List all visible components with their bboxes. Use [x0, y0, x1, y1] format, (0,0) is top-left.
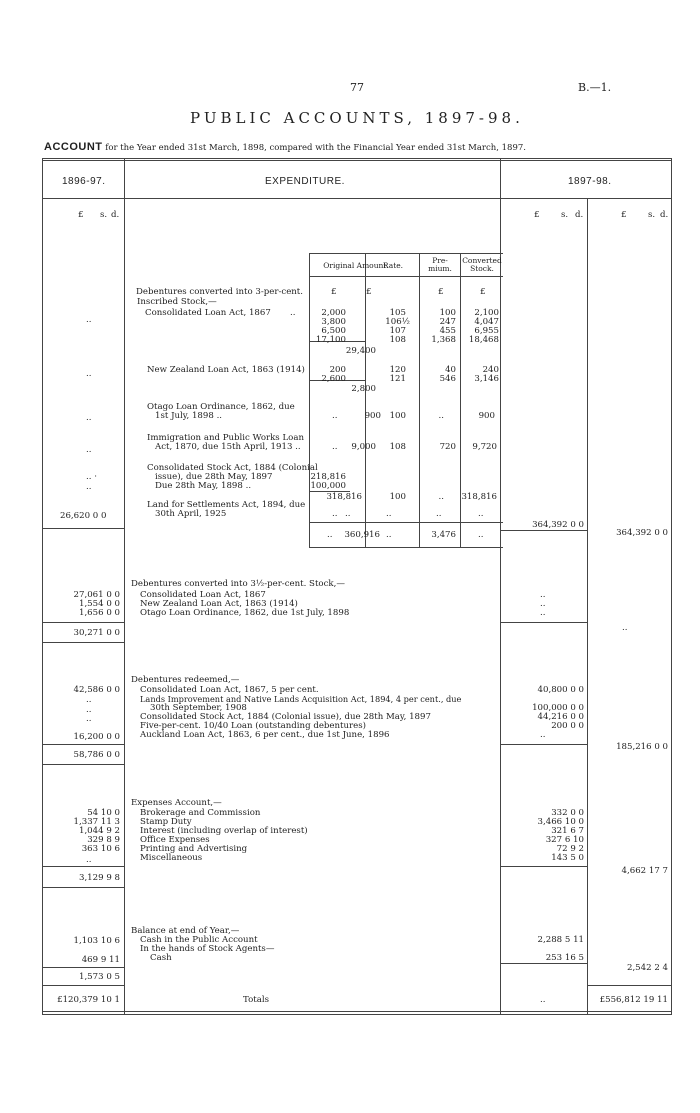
pound-symbol: £	[438, 287, 444, 297]
right-grand-total: £556,812 19 11	[599, 995, 668, 1005]
original-amount: 9,000	[351, 442, 376, 452]
act-label: Consolidated Stock Act, 1884 (Colonial	[147, 463, 318, 473]
left-amount: 1,337 11 3	[73, 817, 120, 827]
pound-symbol: £	[366, 287, 372, 297]
right-amount: 200 0 0	[551, 721, 584, 731]
left-total: 30,271 0 0	[73, 628, 120, 638]
left-amount: ..	[86, 705, 92, 715]
right-amount: 143 5 0	[551, 853, 584, 863]
rate: 105	[389, 308, 406, 318]
right-amount: 44,216 0 0	[537, 712, 584, 722]
left-amount: ..	[86, 714, 92, 724]
premium: ..	[438, 492, 444, 502]
item-label: Cash in the Public Account	[140, 935, 258, 945]
total-converted: ..	[478, 530, 484, 540]
leader-dots: ..	[290, 308, 296, 318]
premium: 40	[445, 365, 456, 375]
leader-dots: ..	[436, 509, 442, 519]
left-amount: ..	[86, 695, 92, 705]
act-label: 30th April, 1925	[155, 509, 227, 519]
rate: 121	[389, 374, 406, 384]
shillings-symbol: s.	[561, 210, 569, 220]
header-expenditure: EXPENDITURE.	[265, 176, 345, 187]
left-amount: 363 10 6	[81, 844, 120, 854]
item-label: Interest (including overlap of interest)	[140, 826, 308, 836]
total-1897-98: 364,392 0 0	[616, 528, 668, 538]
header-1897-98: 1897-98.	[568, 176, 612, 187]
rate: 100	[389, 492, 406, 502]
pound-symbol: £	[621, 210, 627, 220]
section-heading: Debentures redeemed,—	[131, 675, 240, 685]
original-amount: 2,000	[321, 308, 346, 318]
left-amount: 1,044 9 2	[78, 826, 120, 836]
left-amount: 469 9 11	[81, 955, 120, 965]
left-amount: 27,061 0 0	[73, 590, 120, 600]
right-amount: 2,288 5 11	[537, 935, 584, 945]
subtotal: 29,400	[345, 346, 376, 356]
right-amount: 3,466 10 0	[537, 817, 584, 827]
total-premium: 3,476	[431, 530, 456, 540]
account-period: for the Year ended 31st March, 1898, compared with the Financial Year ended 31st March, 1897.	[105, 143, 526, 153]
totals-label: Totals	[243, 995, 269, 1005]
left-total: 1,573 0 5	[78, 972, 120, 982]
right-amount: ..	[540, 590, 546, 600]
left-amount: ..	[86, 369, 92, 379]
rate: 108	[389, 335, 406, 345]
original-amount: 100,000	[310, 481, 346, 491]
left-amount: ..	[86, 315, 92, 325]
rate: 108	[389, 442, 406, 452]
leader-dots: ..	[478, 509, 484, 519]
premium: ..	[438, 411, 444, 421]
original-amount: 6,500	[321, 326, 346, 336]
converted-stock: 18,468	[468, 335, 499, 345]
right-amount: 332 0 0	[551, 808, 584, 818]
converted-stock: 6,955	[474, 326, 499, 336]
leader-dots: ..	[386, 509, 392, 519]
section-heading: Debentures converted into 3-per-cent.	[136, 287, 303, 297]
item-label: Five-per-cent. 10/40 Loan (outstanding debentures)	[140, 721, 366, 731]
total-original: 360,916	[344, 530, 380, 540]
left-amount: 1,554 0 0	[78, 599, 120, 609]
converted-stock: 4,047	[474, 317, 499, 327]
pence-symbol: d.	[575, 210, 584, 220]
section-heading: Debentures converted into 3½-per-cent. Stock,—	[131, 579, 345, 589]
premium: 1,368	[431, 335, 456, 345]
rate: 107	[389, 326, 406, 336]
pound-symbol: £	[480, 287, 486, 297]
premium: 100	[439, 308, 456, 318]
right-amount: 253 16 5	[545, 953, 584, 963]
left-amount: 1,656 0 0	[78, 608, 120, 618]
pound-symbol: £	[78, 210, 84, 220]
leader-dots: ..	[332, 442, 338, 452]
act-label: issue), due 28th May, 1897	[155, 472, 273, 482]
section-heading: Expenses Account,—	[131, 798, 222, 808]
pound-symbol: £	[331, 287, 337, 297]
page-number: 77	[350, 81, 364, 94]
left-amount: 329 8 9	[87, 835, 120, 845]
rate: 106½	[385, 317, 410, 327]
item-label: 30th September, 1908	[150, 703, 247, 713]
act-label: Otago Loan Ordinance, 1862, due	[147, 402, 295, 412]
left-amount: 16,200 0 0	[73, 732, 120, 742]
original-amount: 318,816	[326, 492, 362, 502]
converted-stock: 240	[482, 365, 499, 375]
premium: 546	[439, 374, 456, 384]
document-reference: B.—1.	[578, 81, 612, 94]
item-label: Brokerage and Commission	[140, 808, 261, 818]
premium: 720	[439, 442, 456, 452]
section-heading: Inscribed Stock,—	[137, 297, 217, 307]
original-amount: 17,100	[315, 335, 346, 345]
act-label: Land for Settlements Act, 1894, due	[147, 500, 306, 510]
converted-stock: 3,146	[474, 374, 499, 384]
right-amount: ..	[540, 730, 546, 740]
act-label: Act, 1870, due 15th April, 1913 ..	[155, 442, 301, 452]
right-total: 4,662 17 7	[621, 866, 668, 876]
inner-header-original: Original Amount.	[323, 261, 389, 270]
page-title: PUBLIC ACCOUNTS, 1897-98.	[190, 109, 524, 127]
item-label: Printing and Advertising	[140, 844, 248, 854]
account-subtitle	[44, 141, 526, 153]
item-label: Consolidated Loan Act, 1867, 5 per cent.	[140, 685, 319, 695]
leader-dots: ..	[332, 411, 338, 421]
middle-total: ..	[540, 995, 546, 1005]
pence-symbol: d.	[660, 210, 669, 220]
item-label: Consolidated Stock Act, 1884 (Colonial issue), due 28th May, 1897	[140, 712, 431, 722]
shillings-symbol: s.	[100, 210, 108, 220]
act-label: Consolidated Loan Act, 1867	[145, 308, 271, 318]
pence-symbol: d.	[111, 210, 120, 220]
rate: 120	[389, 365, 406, 375]
left-amount: ..	[86, 445, 92, 455]
shillings-symbol: s.	[648, 210, 656, 220]
right-total: 2,542 2 4	[626, 963, 668, 973]
left-total: 3,129 9 8	[78, 873, 120, 883]
left-total: 58,786 0 0	[73, 750, 120, 760]
original-amount: 2,600	[321, 374, 346, 384]
act-label: New Zealand Loan Act, 1863 (1914)	[147, 365, 305, 375]
inner-header-premium: Pre- mium.	[428, 256, 452, 273]
left-amount: .. ·	[86, 472, 97, 482]
item-label: Auckland Loan Act, 1863, 6 per cent., due 1st June, 1896	[140, 730, 390, 740]
item-label: Office Expenses	[140, 835, 210, 845]
item-label: Lands Improvement and Native Lands Acquisition Act, 1894, 4 per cent., due	[140, 694, 462, 704]
act-label: Immigration and Public Works Loan	[147, 433, 304, 443]
subtotal: 2,800	[351, 384, 376, 394]
item-label: New Zealand Loan Act, 1863 (1914)	[140, 599, 298, 609]
inner-header-converted: Converted Stock.	[462, 256, 502, 273]
right-amount: 72 9 2	[556, 844, 584, 854]
left-amount: 54 10 0	[87, 808, 120, 818]
item-label: In the hands of Stock Agents—	[140, 944, 275, 954]
item-label: Miscellaneous	[140, 853, 203, 863]
item-label: Cash	[150, 953, 172, 963]
premium: 455	[439, 326, 456, 336]
right-total: 185,216 0 0	[616, 742, 668, 752]
leader-dots: ..	[345, 509, 351, 519]
converted-stock: 900	[478, 411, 495, 421]
converted-stock: 2,100	[474, 308, 499, 318]
item-label: Stamp Duty	[140, 817, 192, 827]
section-heading: Balance at end of Year,—	[131, 926, 240, 936]
right-amount: 100,000 0 0	[532, 703, 584, 713]
rate: 100	[389, 411, 406, 421]
original-amount: 200	[329, 365, 346, 375]
right-amount: 321 6 7	[551, 826, 584, 836]
premium: 247	[439, 317, 456, 327]
act-label: 1st July, 1898 ..	[155, 411, 223, 421]
leader-dots: ..	[327, 530, 333, 540]
left-amount: ..	[86, 482, 92, 492]
item-label: Consolidated Loan Act, 1867	[140, 590, 266, 600]
pound-symbol: £	[534, 210, 540, 220]
right-amount: ..	[540, 599, 546, 609]
left-amount: ..	[86, 855, 92, 865]
left-amount: 26,620 0 0	[60, 511, 107, 521]
converted-stock: 318,816	[461, 492, 497, 502]
leader-dots: ..	[386, 530, 392, 540]
account-label: ACCOUNT	[44, 141, 103, 153]
original-amount: 900	[364, 411, 381, 421]
right-amount: ..	[540, 608, 546, 618]
left-amount: ..	[86, 413, 92, 423]
left-grand-total: £120,379 10 1	[57, 995, 120, 1005]
act-label: Due 28th May, 1898 ..	[155, 481, 252, 491]
original-amount: 218,816	[310, 472, 346, 482]
original-amount: 3,800	[321, 317, 346, 327]
right-amount: 40,800 0 0	[537, 685, 584, 695]
left-amount: 1,103 10 6	[73, 936, 120, 946]
amount-1897-98: 364,392 0 0	[532, 520, 584, 530]
right-total: ..	[622, 623, 628, 633]
converted-stock: 9,720	[472, 442, 497, 452]
left-amount: 42,586 0 0	[73, 685, 120, 695]
inner-header-rate: Rate.	[382, 261, 404, 270]
header-1896-97: 1896-97.	[62, 176, 106, 187]
leader-dots: ..	[332, 509, 338, 519]
item-label: Otago Loan Ordinance, 1862, due 1st July, 1898	[140, 608, 350, 618]
right-amount: 327 6 10	[545, 835, 584, 845]
